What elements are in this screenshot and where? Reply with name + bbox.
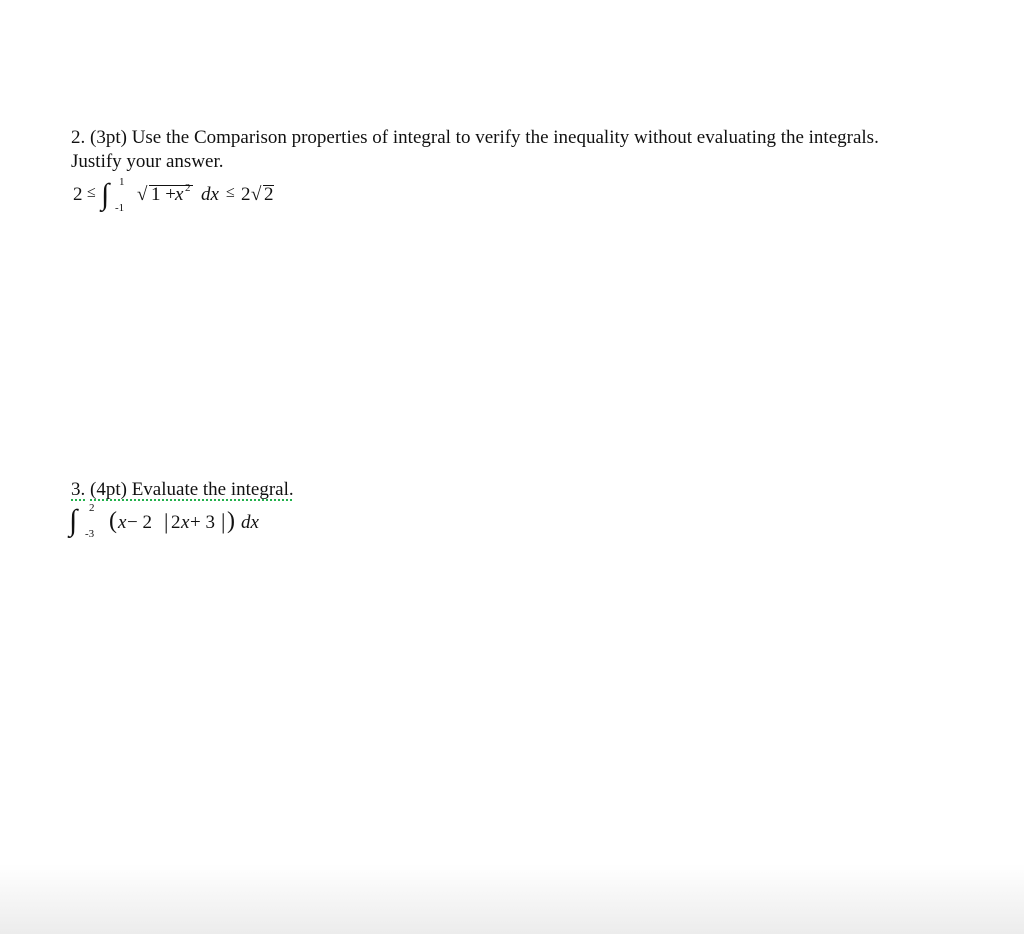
problem-2-number: 2. [71,127,86,148]
sqrt-symbol: √ [137,184,148,205]
radicand-variable: x [175,184,184,205]
problem-2-line-2: Justify your answer. [71,151,224,172]
problem-3-points: (4pt) [90,479,127,500]
abs-x: x [181,512,190,533]
differential-2: dx [241,512,259,533]
close-paren: ) [227,508,235,534]
integral-sign: ∫ [101,178,110,211]
integrand-x: x [118,512,127,533]
integral-upper-limit: 1 [119,176,125,188]
inequality-lhs: 2 [73,184,83,205]
leq-sign-2: ≤ [226,184,235,201]
problem-3-integral [71,502,671,542]
open-paren: ( [109,508,117,534]
integral-2-upper-limit: 2 [89,502,95,514]
problem-2-instruction: Use the Comparison properties of integral to verify the inequality without evaluating the integrals. [126,127,879,148]
differential: dx [201,184,219,205]
integral-lower-limit: -1 [115,202,125,214]
problem-3-number: 3. [71,479,86,500]
radicand-const: 1 + [151,184,176,205]
page-bottom-shadow [0,864,1024,934]
problem-2 [71,126,971,214]
leq-sign-1: ≤ [87,184,96,201]
abs-open: | [164,509,169,534]
abs-close: | [221,509,226,534]
problem-2-line-1 [71,126,971,150]
integrand-minus-two: − 2 [127,512,152,533]
problem-3-heading [71,478,671,502]
rhs-coefficient: 2 [241,184,251,205]
problem-3 [71,478,671,542]
radicand-exponent: 2 [185,182,191,194]
problem-2-inequality [71,174,971,214]
problem-2-points: (3pt) [90,127,127,148]
rhs-sqrt-symbol: √ [251,184,262,205]
integral-sign-2: ∫ [69,504,78,537]
rhs-radicand: 2 [264,184,274,205]
abs-coefficient: 2 [171,512,181,533]
integral-2-lower-limit: -3 [85,528,95,540]
abs-plus-three: + 3 [190,512,215,533]
problem-3-instruction: Evaluate the integral. [126,479,294,500]
